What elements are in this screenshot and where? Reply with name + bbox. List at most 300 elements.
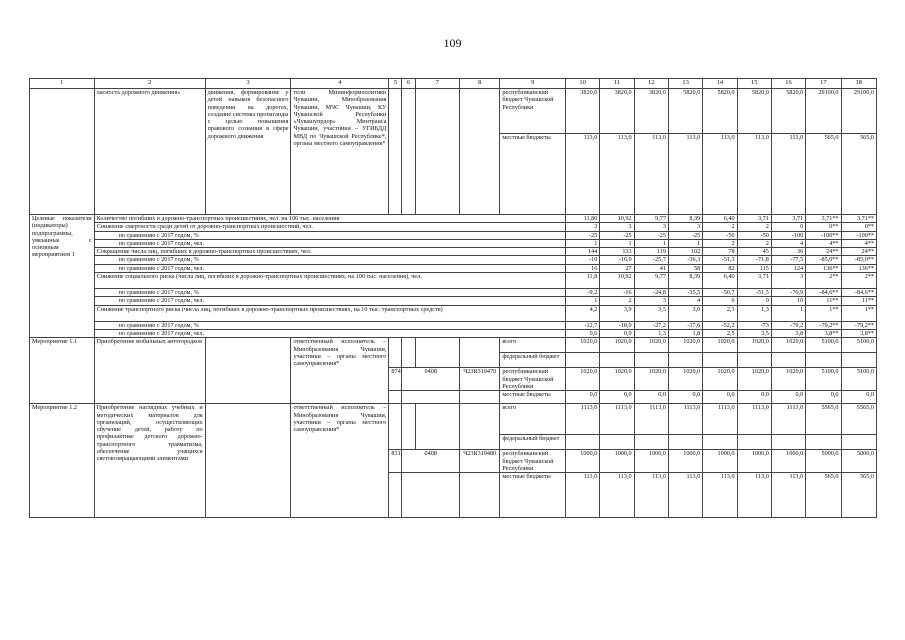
value-cell: -10 bbox=[565, 256, 599, 264]
value-cell bbox=[737, 353, 771, 368]
value-cell: 82 bbox=[703, 264, 737, 272]
value-cell: 5100,0 bbox=[806, 368, 841, 391]
value-cell: 10 bbox=[771, 297, 805, 305]
value-cell: -73 bbox=[737, 321, 771, 329]
value-cell: 113,0 bbox=[771, 134, 805, 215]
value-cell bbox=[703, 353, 737, 368]
value-cell bbox=[634, 353, 668, 368]
column-number: 7 bbox=[415, 79, 459, 89]
value-cell: -51,5 bbox=[737, 289, 771, 297]
value-cell: 1020,0 bbox=[668, 368, 702, 391]
empty-cell bbox=[460, 473, 500, 518]
funding-source-cell: местные бюджеты bbox=[500, 391, 566, 404]
funding-source-cell: местные бюджеты bbox=[500, 473, 566, 518]
indicator-text: Количество погибших в дорожно-транспортных происшествиях, чел. на 100 тыс. населения bbox=[94, 215, 565, 223]
value-cell: 1 bbox=[668, 239, 702, 247]
column-number: 3 bbox=[205, 79, 291, 89]
value-cell: 1 bbox=[565, 239, 599, 247]
value-cell: 3 bbox=[565, 223, 599, 231]
value-cell: -12,7 bbox=[565, 321, 599, 329]
value-cell: -37,6 bbox=[668, 321, 702, 329]
value-cell: 113,0 bbox=[703, 134, 737, 215]
value-cell: 16 bbox=[565, 264, 599, 272]
value-cell: 1000,0 bbox=[737, 450, 771, 473]
indicator-text: Сокращение числа лиц, погибших в дорожно-транспортных происшествиях, чел. bbox=[94, 248, 565, 256]
indicator-text: по сравнению с 2017 годом, % bbox=[94, 256, 565, 264]
indicator-row bbox=[30, 215, 877, 223]
value-cell: 6 bbox=[703, 297, 737, 305]
indicator-row bbox=[30, 231, 877, 239]
value-cell: 1113,0 bbox=[634, 404, 668, 435]
value-cell: 3,5 bbox=[634, 305, 668, 321]
value-cell: -36,3 bbox=[668, 256, 702, 264]
empty-cell bbox=[402, 89, 415, 215]
value-cell: 0,0 bbox=[634, 391, 668, 404]
value-cell: 2 bbox=[737, 239, 771, 247]
value-cell: 3 bbox=[600, 223, 634, 231]
indicator-text: Снижение социального риска (числа лиц, погибших в дорожно-транспортных происшествиях, на 100 тыс. населения), чел. bbox=[94, 273, 565, 289]
measure-label: Мероприятие 1.2 bbox=[30, 404, 95, 518]
value-cell: -79,2 bbox=[771, 321, 805, 329]
indicator-row bbox=[30, 305, 877, 321]
value-cell: 1020,0 bbox=[600, 368, 634, 391]
value-cell: -52,2 bbox=[703, 321, 737, 329]
value-cell: 5000,0 bbox=[841, 450, 877, 473]
value-cell: 1020,0 bbox=[771, 338, 805, 353]
value-cell: 1 bbox=[600, 239, 634, 247]
value-cell bbox=[565, 435, 599, 450]
empty-cell bbox=[415, 89, 459, 215]
value-cell: -85,0** bbox=[841, 256, 877, 264]
empty-cell bbox=[415, 404, 459, 450]
value-cell bbox=[841, 435, 877, 450]
value-cell: 565,0 bbox=[806, 134, 841, 215]
measure-row bbox=[30, 338, 877, 353]
indicator-row bbox=[30, 239, 877, 247]
value-cell: 5565,0 bbox=[806, 404, 841, 435]
value-cell: 1020,0 bbox=[703, 338, 737, 353]
value-cell: 3,8 bbox=[771, 329, 805, 337]
value-cell: 5100,0 bbox=[841, 368, 877, 391]
indicator-text: по сравнению с 2017 годом, чел. bbox=[94, 297, 565, 305]
empty-cell bbox=[389, 338, 402, 368]
value-cell: 1113,0 bbox=[600, 404, 634, 435]
table-row bbox=[30, 89, 877, 134]
empty-cell bbox=[205, 338, 291, 404]
column-number: 16 bbox=[771, 79, 805, 89]
value-cell: 27 bbox=[600, 264, 634, 272]
responsible-cell: тели Мининформполитики Чувашии, Минобразования Чувашии, МЧС Чувашии, КУ Чувашской Республики «Чувашупрдор» Минтранса Чувашии, участники – УГИБДД МВД по Чувашской Республике*, органы местного самоуправления* bbox=[291, 89, 389, 215]
value-cell: 8,39 bbox=[668, 215, 702, 223]
value-cell: 11** bbox=[806, 297, 841, 305]
value-cell: 41 bbox=[634, 264, 668, 272]
value-cell: 133 bbox=[600, 248, 634, 256]
indicator-row bbox=[30, 223, 877, 231]
column-number: 14 bbox=[703, 79, 737, 89]
value-cell: 113,0 bbox=[737, 473, 771, 518]
grbs-code: 831 bbox=[389, 450, 402, 473]
value-cell: 0,0 bbox=[806, 391, 841, 404]
section-code: 0408 bbox=[402, 368, 460, 391]
column-number: 17 bbox=[806, 79, 841, 89]
value-cell: 2,5 bbox=[703, 329, 737, 337]
value-cell: 124 bbox=[771, 264, 805, 272]
value-cell: 1,3 bbox=[737, 305, 771, 321]
column-number: 8 bbox=[460, 79, 500, 89]
indicator-text: по сравнению с 2017 годом, % bbox=[94, 321, 565, 329]
value-cell: 0 bbox=[771, 223, 805, 231]
value-cell: -50 bbox=[703, 231, 737, 239]
empty-cell bbox=[460, 338, 500, 368]
value-cell: 6,40 bbox=[703, 273, 737, 289]
empty-cell bbox=[389, 473, 402, 518]
value-cell: 565,0 bbox=[841, 134, 877, 215]
value-cell: 2,3 bbox=[703, 305, 737, 321]
value-cell: -100** bbox=[841, 231, 877, 239]
value-cell: -76,9 bbox=[771, 289, 805, 297]
value-cell: 1000,0 bbox=[634, 450, 668, 473]
empty-cell bbox=[402, 473, 460, 518]
value-cell: 5820,0 bbox=[703, 89, 737, 134]
value-cell: 9,77 bbox=[634, 215, 668, 223]
value-cell: 1113,0 bbox=[565, 404, 599, 435]
value-cell bbox=[806, 353, 841, 368]
value-cell bbox=[771, 353, 805, 368]
value-cell: 113,0 bbox=[737, 134, 771, 215]
value-cell: 0,0 bbox=[737, 391, 771, 404]
value-cell: -84,6** bbox=[806, 289, 841, 297]
value-cell: 113,0 bbox=[634, 473, 668, 518]
indicator-row bbox=[30, 321, 877, 329]
value-cell: -35,5 bbox=[668, 289, 702, 297]
value-cell: -16 bbox=[600, 289, 634, 297]
value-cell: 113,0 bbox=[565, 134, 599, 215]
value-cell: 113,0 bbox=[703, 473, 737, 518]
value-cell bbox=[668, 353, 702, 368]
indicator-row bbox=[30, 297, 877, 305]
value-cell: -25,7 bbox=[634, 256, 668, 264]
empty-cell bbox=[389, 391, 402, 404]
indicator-row bbox=[30, 289, 877, 297]
value-cell: 78 bbox=[703, 248, 737, 256]
value-cell: -79,2** bbox=[841, 321, 877, 329]
value-cell: 1** bbox=[806, 305, 841, 321]
column-number: 15 bbox=[737, 79, 771, 89]
column-number: 13 bbox=[668, 79, 702, 89]
value-cell: -27,2 bbox=[634, 321, 668, 329]
indicator-text: Снижение транспортного риска (числа лиц, погибших в дорожно-транспортных происшествиях, на 10 тыс. транспортных средств) bbox=[94, 305, 565, 321]
funding-source-cell: местные бюджеты bbox=[500, 134, 566, 215]
value-cell: 1000,0 bbox=[668, 450, 702, 473]
indicator-text: по сравнению с 2017 годом, чел. bbox=[94, 264, 565, 272]
value-cell: 2** bbox=[841, 273, 877, 289]
measure-label: Мероприятие 1.1 bbox=[30, 338, 95, 404]
value-cell: 1 bbox=[565, 297, 599, 305]
value-cell: 113,0 bbox=[668, 473, 702, 518]
value-cell: 5820,0 bbox=[771, 89, 805, 134]
value-cell: 2 bbox=[600, 297, 634, 305]
value-cell: 9,77 bbox=[634, 273, 668, 289]
value-cell bbox=[703, 435, 737, 450]
value-cell: 3820,0 bbox=[634, 89, 668, 134]
indicator-row bbox=[30, 256, 877, 264]
value-cell: 1020,0 bbox=[703, 368, 737, 391]
value-cell: 5820,0 bbox=[737, 89, 771, 134]
value-cell: 1000,0 bbox=[771, 450, 805, 473]
column-number: 11 bbox=[600, 79, 634, 89]
value-cell bbox=[806, 435, 841, 450]
funding-source-cell: всего bbox=[500, 404, 566, 435]
value-cell: -79,2** bbox=[806, 321, 841, 329]
column-number: 4 bbox=[291, 79, 389, 89]
value-cell: 5820,0 bbox=[668, 89, 702, 134]
funding-source-cell: всего bbox=[500, 338, 566, 353]
value-cell: 2 bbox=[737, 223, 771, 231]
empty-cell bbox=[30, 89, 95, 215]
value-cell: 3820,0 bbox=[565, 89, 599, 134]
value-cell: 11,8 bbox=[565, 273, 599, 289]
value-cell: 3 bbox=[634, 223, 668, 231]
value-cell: 10,92 bbox=[600, 215, 634, 223]
value-cell bbox=[771, 435, 805, 450]
value-cell: 58 bbox=[668, 264, 702, 272]
value-cell: 565,0 bbox=[841, 473, 877, 518]
indicator-text: по сравнению с 2017 годом, чел. bbox=[94, 239, 565, 247]
value-cell: 1** bbox=[841, 305, 877, 321]
value-cell: -25 bbox=[668, 231, 702, 239]
funding-source-cell: республиканский бюджет Чувашской Республики bbox=[500, 368, 566, 391]
value-cell: 4** bbox=[806, 239, 841, 247]
empty-cell bbox=[460, 404, 500, 450]
value-cell: 4 bbox=[771, 239, 805, 247]
value-cell: -84,6** bbox=[841, 289, 877, 297]
header-row bbox=[30, 79, 877, 89]
value-cell: -9,2 bbox=[565, 289, 599, 297]
event-goal-cell: движения, формирование у детей навыков безопасного поведения на дорогах, создание системы пропаганды с целью повышения правового сознания в сфере дорожного движения bbox=[205, 89, 291, 215]
section-code: 0408 bbox=[402, 450, 460, 473]
value-cell: -18,9 bbox=[600, 321, 634, 329]
funding-source-cell: республиканский бюджет Чувашской Республики bbox=[500, 450, 566, 473]
column-number: 6 bbox=[402, 79, 415, 89]
value-cell: 1,3 bbox=[634, 329, 668, 337]
value-cell bbox=[668, 435, 702, 450]
value-cell: 24** bbox=[806, 248, 841, 256]
value-cell: 1020,0 bbox=[565, 368, 599, 391]
value-cell: 3,71 bbox=[771, 215, 805, 223]
measure-row bbox=[30, 404, 877, 435]
value-cell bbox=[841, 353, 877, 368]
value-cell: 1 bbox=[771, 305, 805, 321]
measure-responsible: ответственный исполнитель – Минобразования Чувашии, участники – органы местного самоуправления* bbox=[291, 404, 389, 518]
empty-cell bbox=[389, 404, 402, 450]
value-cell: 11** bbox=[841, 297, 877, 305]
value-cell: 4** bbox=[841, 239, 877, 247]
value-cell: 144 bbox=[565, 248, 599, 256]
value-cell: 4,2 bbox=[565, 305, 599, 321]
value-cell: 3,9 bbox=[600, 305, 634, 321]
funding-source-cell: федеральный бюджет bbox=[500, 435, 566, 450]
value-cell: 5100,0 bbox=[841, 338, 877, 353]
value-cell bbox=[737, 435, 771, 450]
value-cell: 1020,0 bbox=[737, 338, 771, 353]
empty-cell bbox=[402, 338, 415, 368]
value-cell: 1113,0 bbox=[771, 404, 805, 435]
measure-name: Приобретение мобильных автогородков bbox=[94, 338, 205, 404]
grbs-code: 874 bbox=[389, 368, 402, 391]
value-cell: 0,0 bbox=[600, 391, 634, 404]
value-cell: -24,8 bbox=[634, 289, 668, 297]
value-cell: 3,71** bbox=[841, 215, 877, 223]
value-cell: 3,8** bbox=[806, 329, 841, 337]
value-cell: 0** bbox=[841, 223, 877, 231]
empty-cell bbox=[205, 404, 291, 518]
indicator-text: по сравнению с 2017 годом, чел. bbox=[94, 329, 565, 337]
column-number: 18 bbox=[841, 79, 877, 89]
column-number: 2 bbox=[94, 79, 205, 89]
value-cell: 113,0 bbox=[600, 473, 634, 518]
value-cell: 1 bbox=[634, 239, 668, 247]
indicator-row bbox=[30, 248, 877, 256]
value-cell: 1020,0 bbox=[565, 338, 599, 353]
value-cell: 5100,0 bbox=[806, 338, 841, 353]
value-cell: 1020,0 bbox=[634, 338, 668, 353]
value-cell: 0,9 bbox=[600, 329, 634, 337]
target-article-code: Ч23R319480 bbox=[460, 450, 500, 473]
value-cell: 0,0 bbox=[565, 391, 599, 404]
value-cell: 1113,0 bbox=[668, 404, 702, 435]
value-cell: -16,9 bbox=[600, 256, 634, 264]
empty-cell bbox=[402, 404, 415, 450]
value-cell: -25 bbox=[565, 231, 599, 239]
value-cell bbox=[600, 435, 634, 450]
value-cell: -50,7 bbox=[703, 289, 737, 297]
column-number: 5 bbox=[389, 79, 402, 89]
funding-source-cell: федеральный бюджет bbox=[500, 353, 566, 368]
value-cell: 36 bbox=[771, 248, 805, 256]
value-cell: 1000,0 bbox=[703, 450, 737, 473]
value-cell: 113,0 bbox=[600, 134, 634, 215]
value-cell: 3,8** bbox=[841, 329, 877, 337]
value-cell: 29100,0 bbox=[806, 89, 841, 134]
value-cell: -71,8 bbox=[737, 256, 771, 264]
value-cell: 1,8 bbox=[668, 329, 702, 337]
column-number: 1 bbox=[30, 79, 95, 89]
measure-name: Приобретение наглядных учебных и методических материалов для организаций, осуществляющих обучение детей, работу по профилактике детского дорожно-транспортного травматизма, обеспечение учащихся световозвращающими элементами bbox=[94, 404, 205, 518]
value-cell: 1000,0 bbox=[565, 450, 599, 473]
value-cell: -77,5 bbox=[771, 256, 805, 264]
value-cell: 119 bbox=[634, 248, 668, 256]
value-cell: 4 bbox=[668, 297, 702, 305]
funding-source-cell: республиканский бюджет Чувашской Республики bbox=[500, 89, 566, 134]
value-cell: 0,0 bbox=[841, 391, 877, 404]
value-cell: 0,6 bbox=[565, 329, 599, 337]
column-number: 10 bbox=[565, 79, 599, 89]
value-cell: 1020,0 bbox=[737, 368, 771, 391]
value-cell: 45 bbox=[737, 248, 771, 256]
value-cell: 6,40 bbox=[703, 215, 737, 223]
indicator-row bbox=[30, 264, 877, 272]
indicator-row bbox=[30, 273, 877, 289]
page-number: 109 bbox=[443, 36, 462, 50]
value-cell: 3,71 bbox=[737, 273, 771, 289]
value-cell: 24** bbox=[841, 248, 877, 256]
value-cell: -50 bbox=[737, 231, 771, 239]
value-cell: 3,0 bbox=[668, 305, 702, 321]
column-number: 12 bbox=[634, 79, 668, 89]
value-cell: 0** bbox=[806, 223, 841, 231]
value-cell: 5565,0 bbox=[841, 404, 877, 435]
value-cell: 3,71** bbox=[806, 215, 841, 223]
value-cell: 3,71 bbox=[737, 215, 771, 223]
value-cell bbox=[634, 435, 668, 450]
value-cell: -100 bbox=[771, 231, 805, 239]
value-cell: -85,0** bbox=[806, 256, 841, 264]
value-cell: 1020,0 bbox=[600, 338, 634, 353]
value-cell bbox=[600, 353, 634, 368]
value-cell: -25 bbox=[600, 231, 634, 239]
indicators-label: Целевые показатели (индикаторы) подпрограммы, увязанные с основным мероприятием 1 bbox=[30, 215, 95, 338]
value-cell: 565,0 bbox=[806, 473, 841, 518]
value-cell: 11,80 bbox=[565, 215, 599, 223]
value-cell: 2 bbox=[703, 223, 737, 231]
value-cell: -25 bbox=[634, 231, 668, 239]
value-cell: 29100,0 bbox=[841, 89, 877, 134]
value-cell: 3,5 bbox=[737, 329, 771, 337]
program-table bbox=[29, 78, 877, 518]
empty-cell bbox=[389, 89, 402, 215]
event-name-cell: ласность дорожного движения» bbox=[94, 89, 205, 215]
value-cell: 102 bbox=[668, 248, 702, 256]
value-cell: 0,0 bbox=[703, 391, 737, 404]
value-cell: 0,0 bbox=[668, 391, 702, 404]
indicator-text: по сравнению с 2017 годом, % bbox=[94, 231, 565, 239]
value-cell: 3 bbox=[634, 297, 668, 305]
value-cell bbox=[565, 353, 599, 368]
value-cell: 1000,0 bbox=[600, 450, 634, 473]
value-cell: 1113,0 bbox=[737, 404, 771, 435]
value-cell: 1113,0 bbox=[703, 404, 737, 435]
indicator-text: Снижение смертности среди детей от дорожно-транспортных происшествий, чел. bbox=[94, 223, 565, 231]
value-cell: 113,0 bbox=[771, 473, 805, 518]
value-cell: 1020,0 bbox=[771, 368, 805, 391]
value-cell: 5000,0 bbox=[806, 450, 841, 473]
measure-responsible: ответственный исполнитель – Минобразования Чувашии, участники – органы местного самоуправления* bbox=[291, 338, 389, 404]
value-cell: 2 bbox=[703, 239, 737, 247]
empty-cell bbox=[402, 391, 460, 404]
value-cell: 1020,0 bbox=[634, 368, 668, 391]
empty-cell bbox=[460, 89, 500, 215]
column-number: 9 bbox=[500, 79, 566, 89]
value-cell: -100** bbox=[806, 231, 841, 239]
indicator-text: по сравнению с 2017 годом, % bbox=[94, 289, 565, 297]
empty-cell bbox=[415, 338, 459, 368]
value-cell: 10,92 bbox=[600, 273, 634, 289]
value-cell: 2** bbox=[806, 273, 841, 289]
value-cell: 9 bbox=[737, 297, 771, 305]
value-cell: -51,3 bbox=[703, 256, 737, 264]
value-cell: 113,0 bbox=[634, 134, 668, 215]
value-cell: 0,0 bbox=[771, 391, 805, 404]
value-cell: 115 bbox=[737, 264, 771, 272]
value-cell: 8,39 bbox=[668, 273, 702, 289]
value-cell: 136** bbox=[806, 264, 841, 272]
value-cell: 113,0 bbox=[668, 134, 702, 215]
value-cell: 1020,0 bbox=[668, 338, 702, 353]
value-cell: 3820,0 bbox=[600, 89, 634, 134]
indicator-row bbox=[30, 329, 877, 337]
value-cell: 113,0 bbox=[565, 473, 599, 518]
target-article-code: Ч23R319470 bbox=[460, 368, 500, 391]
